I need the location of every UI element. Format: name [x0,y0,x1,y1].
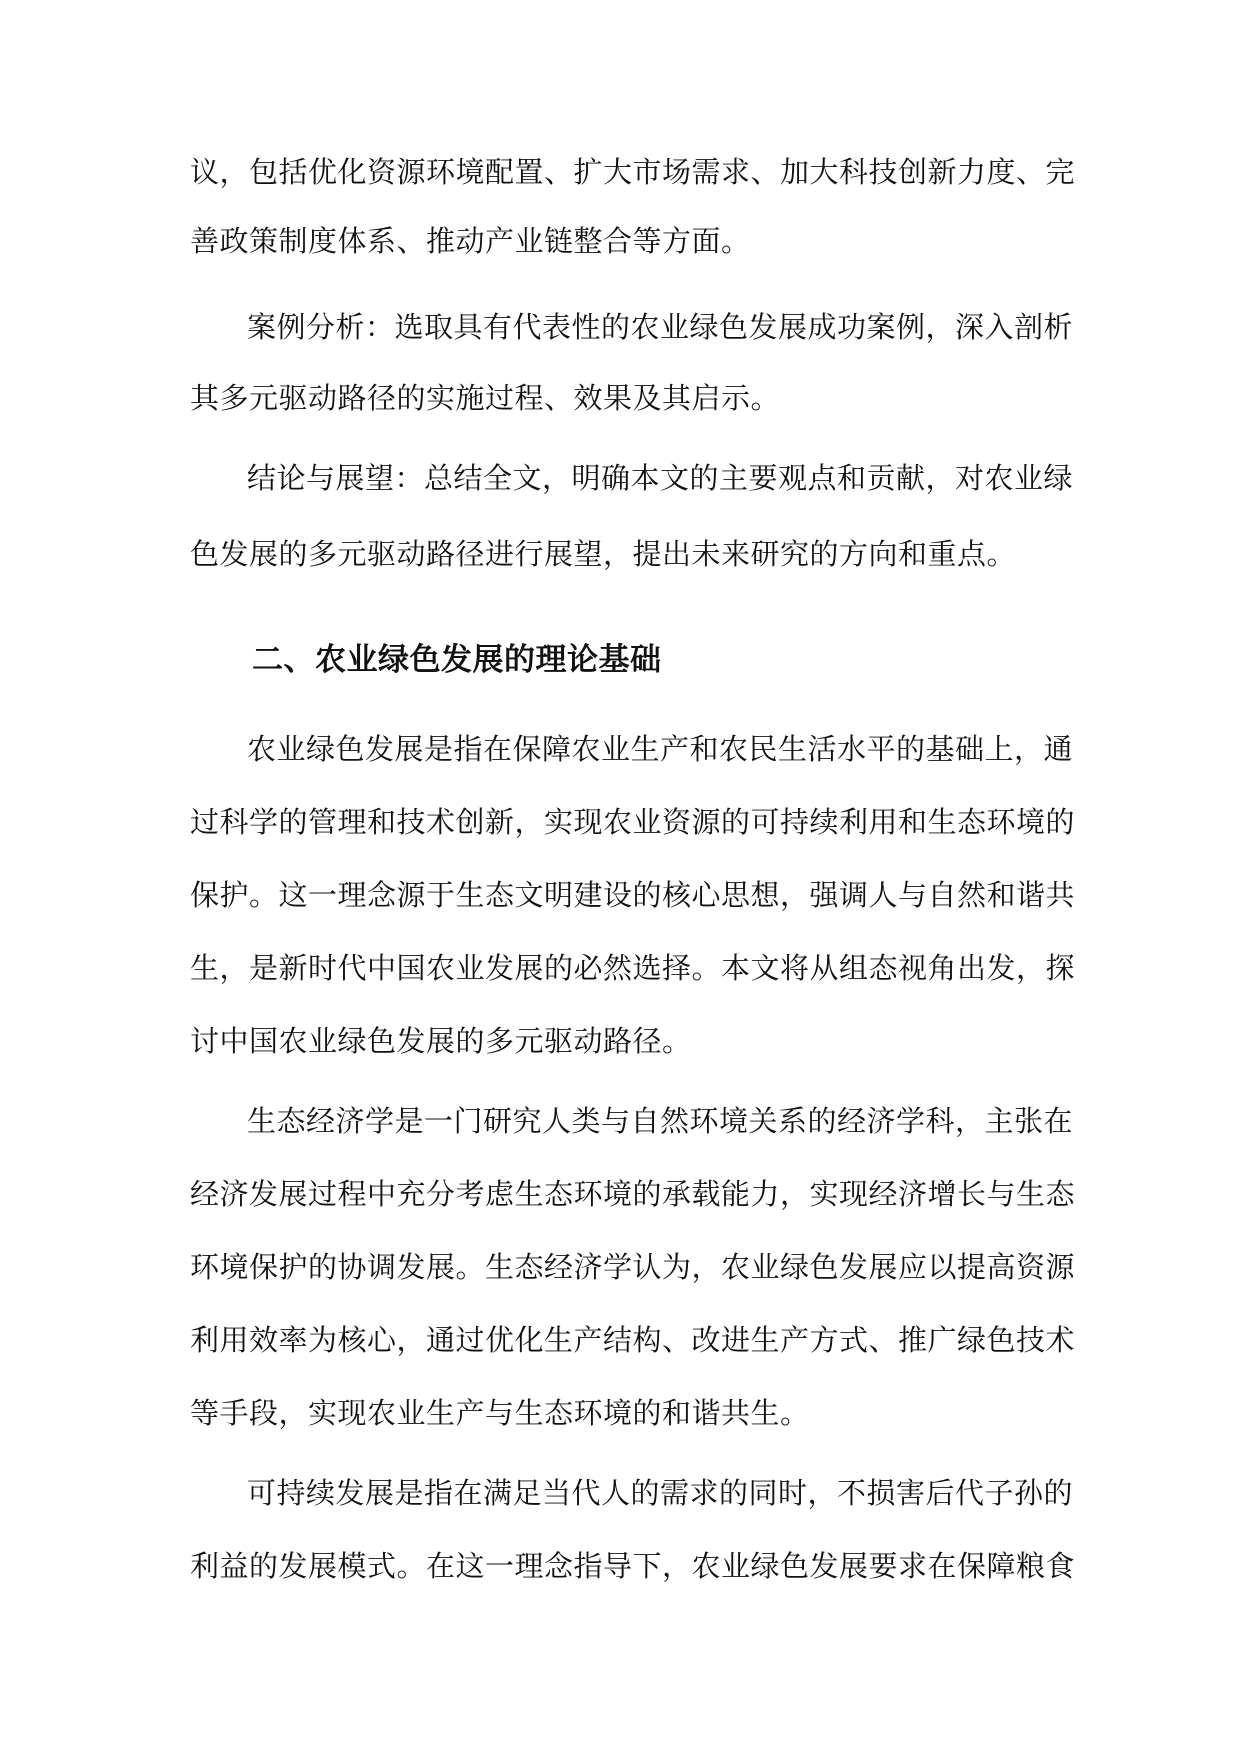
paragraph-line: 农业绿色发展是指在保障农业生产和农民生活水平的基础上，通 [247,732,1074,766]
section-heading: 二、农业绿色发展的理论基础 [252,642,662,678]
paragraph-line: 结论与展望：总结全文，明确本文的主要观点和贡献，对农业绿 [247,461,1074,495]
paragraph-line: 保护。这一理念源于生态文明建设的核心思想，强调人与自然和谐共 [190,878,1076,912]
paragraph-line: 利益的发展模式。在这一理念指导下，农业绿色发展要求在保障粮食 [190,1549,1076,1583]
paragraph-line: 过科学的管理和技术创新，实现农业资源的可持续利用和生态环境的 [190,805,1076,839]
paragraph-line: 生，是新时代中国农业发展的必然选择。本文将从组态视角出发，探 [190,951,1076,985]
paragraph-line: 色发展的多元驱动路径进行展望，提出未来研究的方向和重点。 [190,537,1017,571]
paragraph-line: 生态经济学是一门研究人类与自然环境关系的经济学科，主张在 [247,1104,1074,1138]
paragraph-line: 等手段，实现农业生产与生态环境的和谐共生。 [190,1396,810,1430]
paragraph-line: 善政策制度体系、推动产业链整合等方面。 [190,224,751,258]
paragraph-line: 利用效率为核心，通过优化生产结构、改进生产方式、推广绿色技术 [190,1323,1076,1357]
paragraph-line: 其多元驱动路径的实施过程、效果及其启示。 [190,381,781,415]
paragraph-line: 议，包括优化资源环境配置、扩大市场需求、加大科技创新力度、完 [190,155,1076,189]
paragraph-line: 环境保护的协调发展。生态经济学认为，农业绿色发展应以提高资源 [190,1250,1076,1284]
paragraph-line: 经济发展过程中充分考虑生态环境的承载能力，实现经济增长与生态 [190,1177,1076,1211]
paragraph-line: 讨中国农业绿色发展的多元驱动路径。 [190,1024,692,1058]
paragraph-line: 可持续发展是指在满足当代人的需求的同时，不损害后代子孙的 [247,1476,1074,1510]
paragraph-line: 案例分析：选取具有代表性的农业绿色发展成功案例，深入剖析 [247,310,1074,344]
